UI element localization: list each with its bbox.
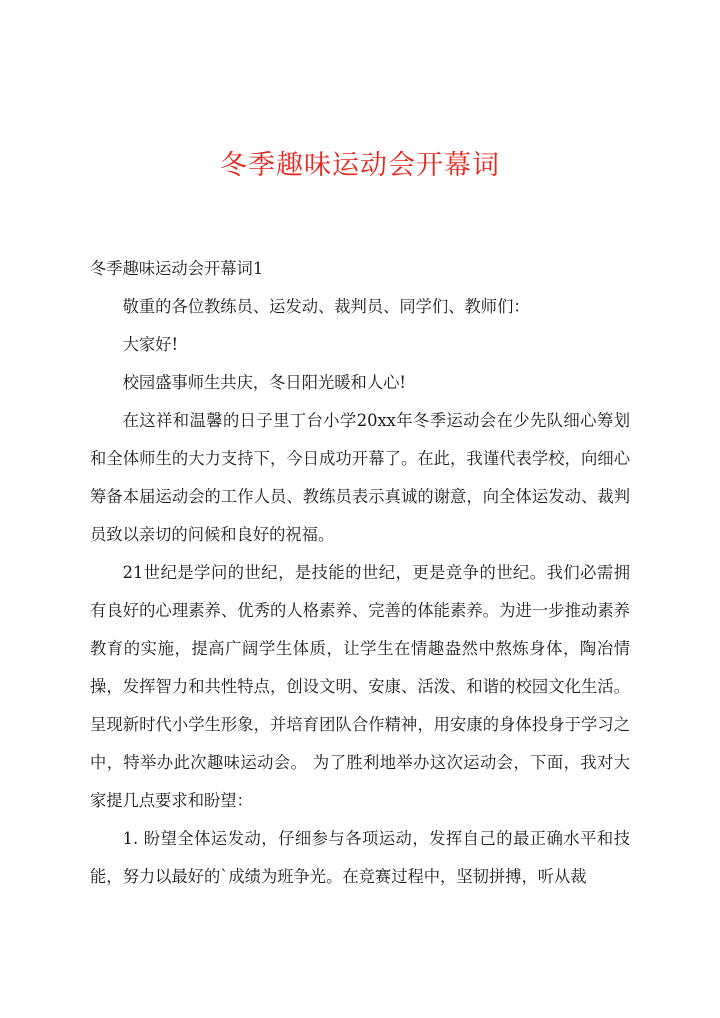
document-subtitle: 冬季趣味运动会开幕词1 — [90, 259, 264, 278]
paragraph-opening: 在这祥和温馨的日子里丁台小学20xx年冬季运动会在少先队细心筹划和全体师生的大力支持下，今日成功开幕了。在此，我谨代表学校，向细心筹备本届运动会的工作人员、教练员表示真诚的谢意，向全体运发动、裁判员致以亲切的问候和良好的祝福。 — [90, 411, 630, 544]
document-title: 冬季趣味运动会开幕词 — [220, 150, 500, 181]
paragraph-century: 21世纪是学问的世纪，是技能的世纪，更是竞争的世纪。我们必需拥有良好的心理素养、优秀的人格素养、完善的体能素养。为进一步推动素养教育的实施，提高广阔学生体质，让学生在情趣盎然中熬炼身体，陶冶情操，发挥智力和共性特点，创设文明、安康、活泼、和谐的校园文化生活。呈现新时代小学生形象，并培育团队合作精神，用安康的身体投身于学习之中，特举办此次趣味运动会。 为了胜利地举办这次运动会，下面，我对大家提几点要求和盼望： — [90, 563, 630, 810]
paragraph-greeting-audience: 敬重的各位教练员、运发动、裁判员、同学们、教师们： — [122, 297, 530, 316]
paragraph-requirement-1: 1. 盼望全体运发动，仔细参与各项运动，发挥自己的最正确水平和技能，努力以最好的`成绩为班争光。在竞赛过程中，坚韧拼搏，听从裁 — [90, 829, 630, 886]
paragraph-slogan: 校园盛事师生共庆，冬日阳光暖和人心! — [122, 373, 406, 392]
paragraph-hello: 大家好! — [122, 335, 178, 354]
document-body — [90, 250, 630, 896]
